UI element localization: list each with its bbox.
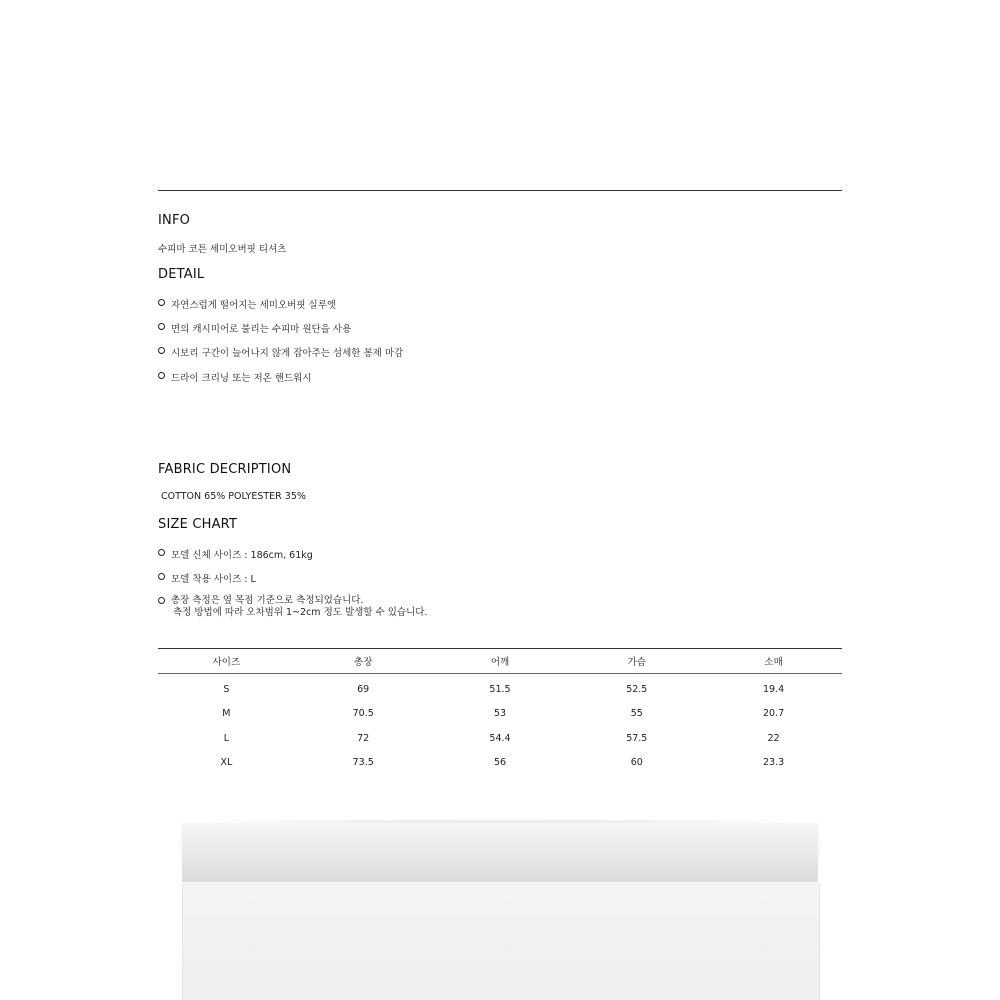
detail-item (158, 370, 312, 384)
table-row (158, 702, 842, 727)
model-body-text: 모델 신체 사이즈 : 186cm, 61kg (171, 550, 313, 561)
table-cell: 56 (493, 757, 507, 769)
table-cell: 57.5 (626, 732, 648, 744)
detail-item-text: 자연스럽게 떨어지는 세미오버핏 실루엣 (171, 300, 337, 311)
bullet-circle-icon (158, 372, 165, 379)
fabric-composition: COTTON 65% POLYESTER 35% (161, 491, 306, 502)
column-header: 총장 (354, 657, 373, 668)
detail-item (158, 345, 403, 359)
model-body-info (158, 547, 313, 561)
table-cell: 20.7 (763, 708, 785, 720)
detail-item (158, 297, 336, 311)
measurement-note-line2: 측정 방법에 따라 오차범위 1~2cm 정도 발생할 수 있습니다. (173, 607, 428, 618)
table-cell: L (223, 732, 230, 744)
detail-item-text: 드라이 크리닝 또는 저온 핸드워시 (171, 373, 312, 384)
detail-item (158, 321, 351, 335)
table-cell: 19.4 (763, 683, 785, 695)
table-row (158, 677, 842, 702)
pedestal-front-face (182, 883, 820, 1000)
bullet-circle-icon (158, 597, 165, 604)
table-cell: 60 (630, 757, 643, 769)
info-heading: INFO (158, 213, 191, 228)
column-header: 가슴 (627, 657, 646, 668)
column-header: 사이즈 (212, 657, 241, 668)
bullet-circle-icon (158, 549, 165, 556)
bullet-circle-icon (158, 347, 165, 354)
table-cell: XL (220, 757, 233, 769)
table-cell: M (222, 708, 231, 720)
fabric-heading: FABRIC DECRIPTION (158, 462, 292, 477)
table-cell: 72 (357, 732, 370, 744)
model-size-text: 모델 착용 사이즈 : L (171, 574, 256, 585)
measurement-note-line1: 총장 측정은 옆 목점 기준으로 측정되었습니다. (171, 595, 364, 606)
table-cell: S (223, 683, 230, 695)
product-name: 수피마 코튼 세미오버핏 티셔츠 (158, 244, 287, 255)
table-cell: 23.3 (763, 757, 785, 769)
model-size-info (158, 571, 256, 585)
size-chart-heading: SIZE CHART (158, 517, 238, 532)
detail-item-text: 시보리 구간이 늘어나지 않게 잡아주는 섬세한 봉제 마감 (171, 348, 404, 359)
column-header: 어깨 (490, 657, 510, 668)
table-cell: 22 (767, 732, 780, 744)
size-table (158, 648, 842, 775)
bullet-circle-icon (158, 323, 165, 330)
table-cell: 53 (493, 708, 507, 720)
table-row (158, 726, 842, 751)
table-header-row (158, 649, 842, 673)
detail-item-text: 면의 캐시미어로 불리는 수피마 원단을 사용 (171, 324, 352, 335)
display-pedestal (0, 790, 1000, 1000)
table-body (158, 674, 842, 775)
table-cell: 69 (357, 683, 370, 695)
table-cell: 55 (630, 708, 643, 720)
measurement-note (158, 595, 427, 619)
table-cell: 54.4 (489, 732, 511, 744)
column-header: 소매 (764, 657, 783, 668)
bullet-circle-icon (158, 573, 165, 580)
table-row (158, 751, 842, 776)
top-divider (158, 190, 842, 191)
detail-heading: DETAIL (158, 267, 205, 282)
bullet-circle-icon (158, 299, 165, 306)
table-cell: 51.5 (489, 683, 511, 695)
table-cell: 73.5 (352, 757, 374, 769)
table-cell: 52.5 (626, 683, 648, 695)
pedestal-top-face (182, 823, 818, 883)
table-cell: 70.5 (352, 708, 374, 720)
